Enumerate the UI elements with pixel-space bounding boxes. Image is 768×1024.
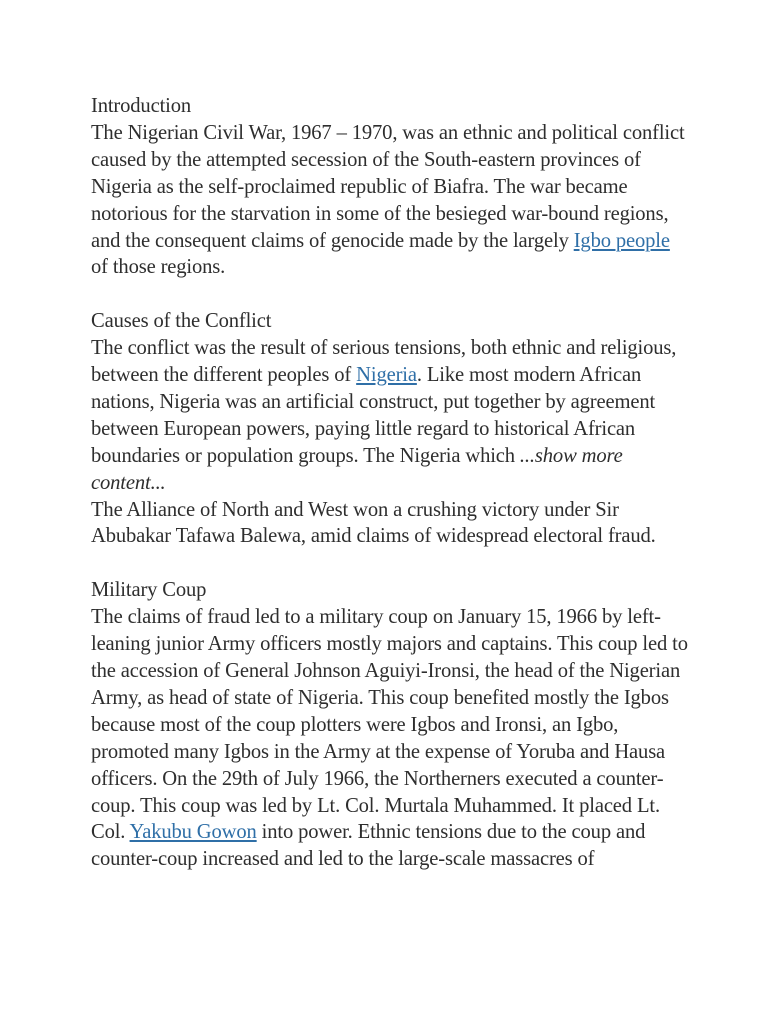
yakubu-gowon-link[interactable]: Yakubu Gowon bbox=[129, 821, 257, 844]
show-more-content-link[interactable]: ...show more content... bbox=[91, 444, 623, 494]
nigeria-link[interactable]: Nigeria bbox=[356, 364, 417, 387]
section-introduction bbox=[91, 93, 691, 281]
section-heading: Military Coup bbox=[91, 579, 207, 602]
section-paragraph bbox=[91, 120, 691, 281]
paragraph-text: . Like most modern African nations, Nigeria was an artificial construct, put together by agreement between European powers, paying little regard to historical African boundaries or population groups. The Nigeria which bbox=[91, 364, 656, 467]
paragraph-text: of those regions. bbox=[91, 256, 226, 279]
section-causes bbox=[91, 308, 691, 550]
paragraph-text: The conflict was the result of serious tensions, both ethnic and religious, between the different peoples of bbox=[91, 337, 677, 387]
paragraph-text: The Nigerian Civil War, 1967 – 1970, was an ethnic and political conflict caused by the attempted secession of the South-eastern provinces of Nigeria as the self-proclaimed republic of Biafra. The war became notorious for the starvation in some of the besieged war-bound regions, and the consequent claims of genocide made by the largely bbox=[91, 121, 685, 252]
section-paragraph bbox=[91, 335, 691, 496]
igbo-people-link[interactable]: Igbo people bbox=[573, 229, 670, 252]
paragraph-text: into power. Ethnic tensions due to the coup and counter-coup increased and led to the large-scale massacres of bbox=[91, 821, 646, 871]
section-heading: Causes of the Conflict bbox=[91, 310, 272, 333]
section-heading: Introduction bbox=[91, 95, 192, 117]
section-paragraph-continuation: The Alliance of North and West won a crushing victory under Sir Abubakar Tafawa Balewa, amid claims of widespread electoral fraud. bbox=[91, 498, 656, 548]
paragraph-text: The claims of fraud led to a military coup on January 15, 1966 by left-leaning junior Army officers mostly majors and captains. This coup led to the accession of General Johnson Aguiyi-Ironsi, the head of the Nigerian Army, as head of state of Nigeria. This coup benefited mostly the Igbos because most of the coup plotters were Igbos and Ironsi, an Igbo, promoted many Igbos in the Army at the expense of Yoruba and Hausa officers. On the 29th of July 1966, the Northerners executed a counter-coup. This coup was led by Lt. Col. Murtala Muhammed. It placed Lt. Col. bbox=[91, 606, 688, 844]
document-body bbox=[91, 93, 691, 873]
section-paragraph bbox=[91, 604, 691, 873]
section-military-coup bbox=[91, 577, 691, 873]
